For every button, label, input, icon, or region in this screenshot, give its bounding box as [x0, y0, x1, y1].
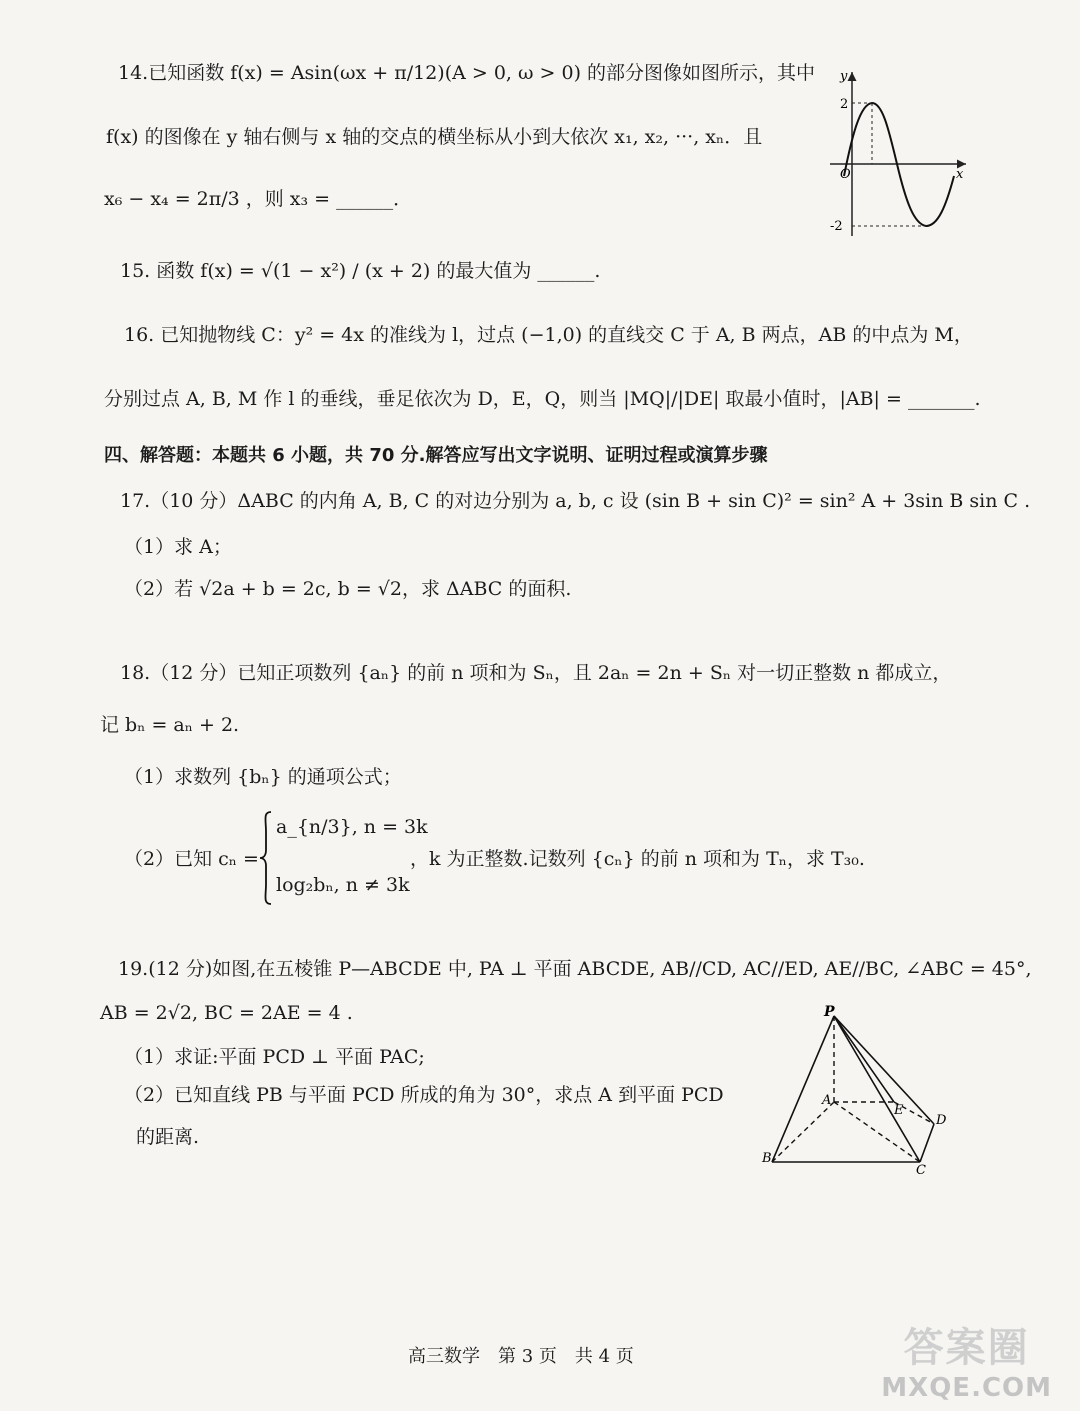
- pyramid-figure: [760, 1000, 960, 1180]
- q18-part2-prefix: （2）已知 cₙ =: [124, 848, 259, 870]
- q19-line1: 19.(12 分)如图,在五棱锥 P—ABCDE 中, PA ⊥ 平面 ABCDE, AB//CD, AC//ED, AE//BC, ∠ABC = 45°,: [118, 958, 1032, 980]
- watermark-logo: 答案圈: [903, 1325, 1030, 1371]
- q19-part2: （2）已知直线 PB 与平面 PCD 所成的角为 30°，求点 A 到平面 PCD: [124, 1084, 724, 1106]
- q18-case2: log₂bₙ, n ≠ 3k: [276, 874, 410, 896]
- q16-line1: 16. 已知抛物线 C：y² = 4x 的准线为 l，过点 (−1,0) 的直线交 C 于 A, B 两点，AB 的中点为 M，: [124, 324, 973, 346]
- q16-line2: 分别过点 A, B, M 作 l 的垂线，垂足依次为 D，E，Q，则当 |MQ|/|DE| 取最小值时，|AB| = _______.: [104, 388, 981, 410]
- vertex-label-E: E: [894, 1103, 904, 1118]
- q19-part1: （1）求证:平面 PCD ⊥ 平面 PAC;: [124, 1046, 425, 1068]
- q18-line2: 记 bₙ = aₙ + 2.: [100, 714, 240, 736]
- section-4-heading: 四、解答题：本题共 6 小题，共 70 分.解答应写出文字说明、证明过程或演算步骤: [104, 445, 768, 466]
- q18-line1: 18.（12 分）已知正项数列 {aₙ} 的前 n 项和为 Sₙ，且 2aₙ = 2n + Sₙ 对一切正整数 n 都成立，: [120, 662, 952, 684]
- sine-graph-figure: [822, 66, 972, 241]
- edge-PD: [834, 1016, 934, 1124]
- q18-case1: a_{n/3}, n = 3k: [276, 816, 428, 838]
- vertex-label-C: C: [916, 1163, 926, 1178]
- edge-PB: [772, 1016, 834, 1162]
- edge-AB: [772, 1102, 834, 1162]
- q17-part1: （1）求 A；: [124, 536, 232, 558]
- q15-line1: 15. 函数 f(x) = √(1 − x²) / (x + 2) 的最大值为 ______.: [120, 260, 601, 282]
- edge-PC: [834, 1016, 920, 1162]
- q17-line1: 17.（10 分）ΔABC 的内角 A, B, C 的对边分别为 a, b, c 设 (sin B + sin C)² = sin² A + 3sin B sin C .: [120, 490, 1031, 512]
- y-axis-label: y: [840, 69, 848, 84]
- edge-CD: [920, 1124, 934, 1162]
- vertex-label-P: P: [824, 1004, 835, 1020]
- origin-label: O: [840, 167, 851, 182]
- q19-part2-cont: 的距离.: [136, 1126, 200, 1148]
- page-footer: 高三数学 第 3 页 共 4 页: [408, 1346, 634, 1367]
- q19-line2: AB = 2√2, BC = 2AE = 4 .: [100, 1002, 353, 1024]
- vertex-label-B: B: [762, 1151, 772, 1166]
- x-axis-label: x: [956, 167, 964, 182]
- q17-part2: （2）若 √2a + b = 2c, b = √2，求 ΔABC 的面积.: [124, 578, 572, 600]
- q18-part1: （1）求数列 {bₙ} 的通项公式；: [124, 766, 402, 788]
- q14-line1: 14.已知函数 f(x) = Asin(ωx + π/12)(A > 0, ω > 0) 的部分图像如图所示，其中: [118, 62, 816, 84]
- q18-part2-suffix: ，k 为正整数.记数列 {cₙ} 的前 n 项和为 Tₙ，求 T₃₀.: [410, 848, 865, 870]
- vertex-label-D: D: [936, 1113, 947, 1128]
- vertex-label-A: A: [822, 1093, 832, 1108]
- edge-AC: [834, 1102, 920, 1162]
- piecewise-brace-icon: [258, 810, 274, 906]
- q14-line3: x₆ − x₄ = 2π/3 ，则 x₃ = ______．: [104, 188, 413, 210]
- max-value-label: 2: [840, 97, 849, 112]
- watermark: [881, 1316, 1052, 1403]
- watermark-url: MXQE.COM: [881, 1373, 1052, 1403]
- min-value-label: -2: [830, 219, 843, 234]
- edge-PE: [834, 1016, 894, 1102]
- q14-line2: f(x) 的图像在 y 轴右侧与 x 轴的交点的横坐标从小到大依次 x₁, x₂, ···, xₙ．且: [106, 126, 763, 148]
